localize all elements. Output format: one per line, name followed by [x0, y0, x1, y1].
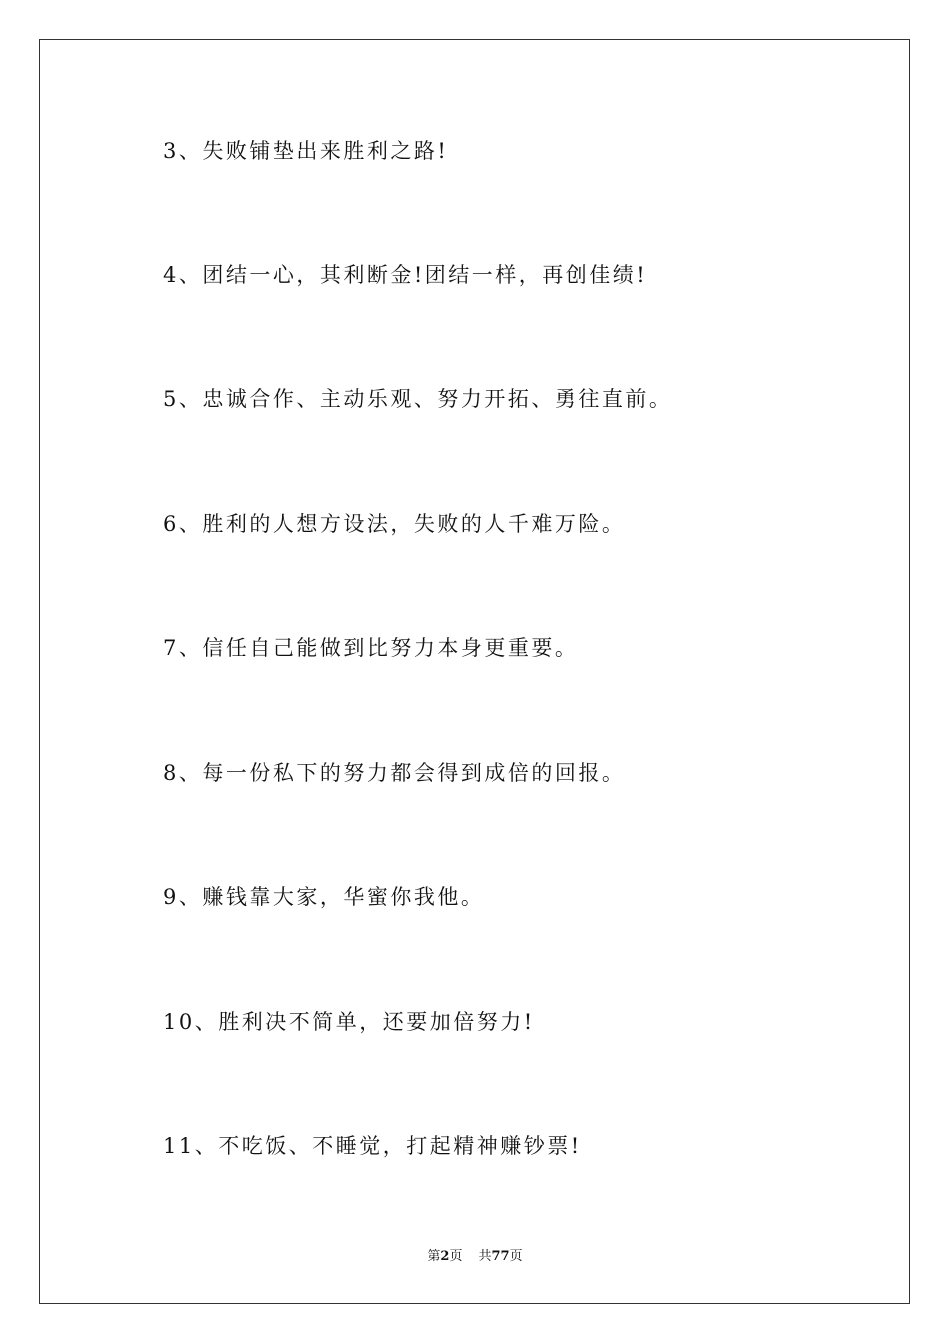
list-item: 4、团结一心，其利断金!团结一样，再创佳绩! [163, 263, 648, 287]
page-frame [39, 39, 910, 1304]
list-item: 10、胜利决不简单，还要加倍努力! [163, 1010, 535, 1034]
list-item: 8、每一份私下的努力都会得到成倍的回报。 [163, 761, 626, 785]
page-number: 2 [440, 1249, 450, 1264]
list-item: 7、信任自己能做到比努力本身更重要。 [163, 636, 579, 660]
list-item: 3、失败铺垫出来胜利之路! [163, 139, 449, 163]
list-item: 5、忠诚合作、主动乐观、努力开拓、勇往直前。 [163, 387, 673, 411]
page-indicator: 第2页 [427, 1249, 463, 1264]
list-item: 11、不吃饭、不睡觉，打起精神赚钞票! [163, 1134, 582, 1158]
total-pages: 77 [491, 1249, 510, 1264]
list-item: 6、胜利的人想方设法，失败的人千难万险。 [163, 512, 626, 536]
page-footer [0, 1248, 950, 1266]
list-item: 9、赚钱靠大家，华蜜你我他。 [163, 885, 485, 909]
total-pages-indicator: 共77页 [478, 1249, 523, 1264]
